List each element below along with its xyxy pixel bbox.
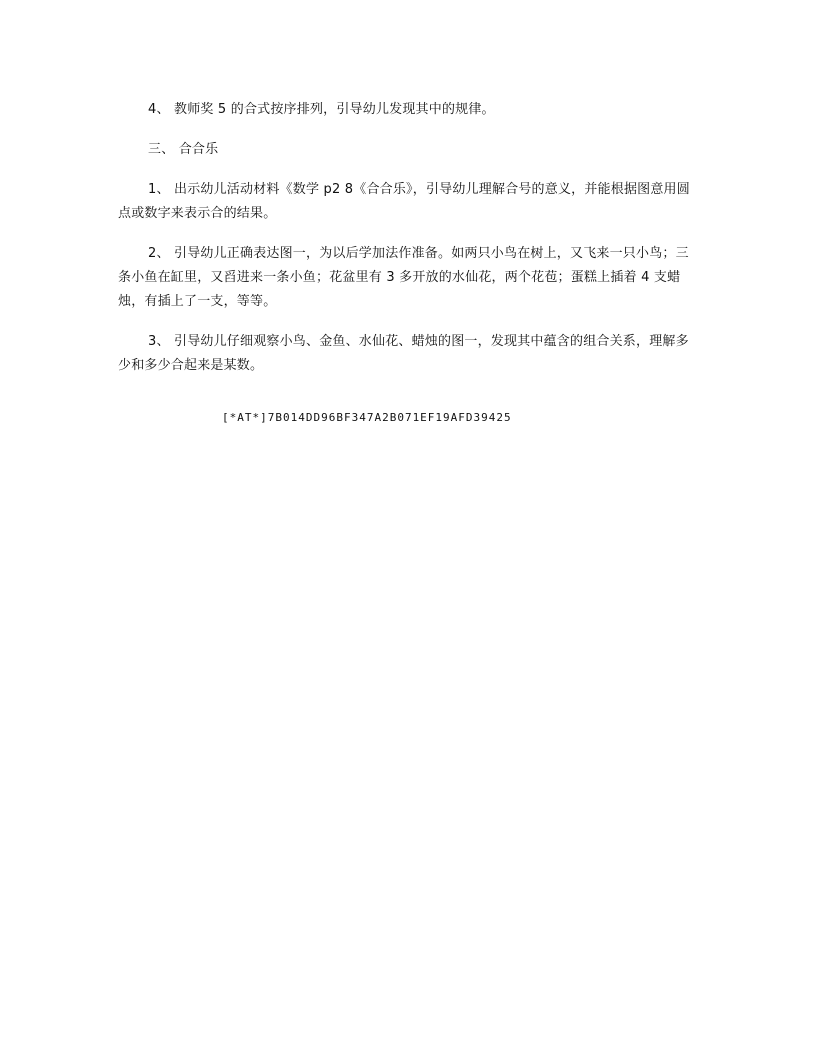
document-code: [*AT*]7B014DD96BF347A2B071EF19AFD39425 [222,411,512,424]
paragraph-1: 1、 出示幼儿活动材料《数学 p2 8《合合乐》，引导幼儿理解合号的意义，并能根据图意用圆点或数字来表示合的结果。 [118,182,690,221]
paragraph-2: 2、 引导幼儿正确表达图一，为以后学加法作准备。如两只小鸟在树上，又飞来一只小鸟；三条小鱼在缸里，又舀进来一条小鱼；花盆里有 3 多开放的水仙花，两个花苞；蛋糕上插着 4 支蜡烛，有插上了一支，等等。 [118,246,689,309]
paragraph-3: 3、 引导幼儿仔细观察小鸟、金鱼、水仙花、蜡烛的图一，发现其中蕴含的组合关系，理解多少和多少合起来是某数。 [118,334,689,373]
section-heading: 三、 合合乐 [148,142,219,157]
list-item-4: 4、 教师奖 5 的合式按序排列，引导幼儿发现其中的规律。 [148,102,495,117]
